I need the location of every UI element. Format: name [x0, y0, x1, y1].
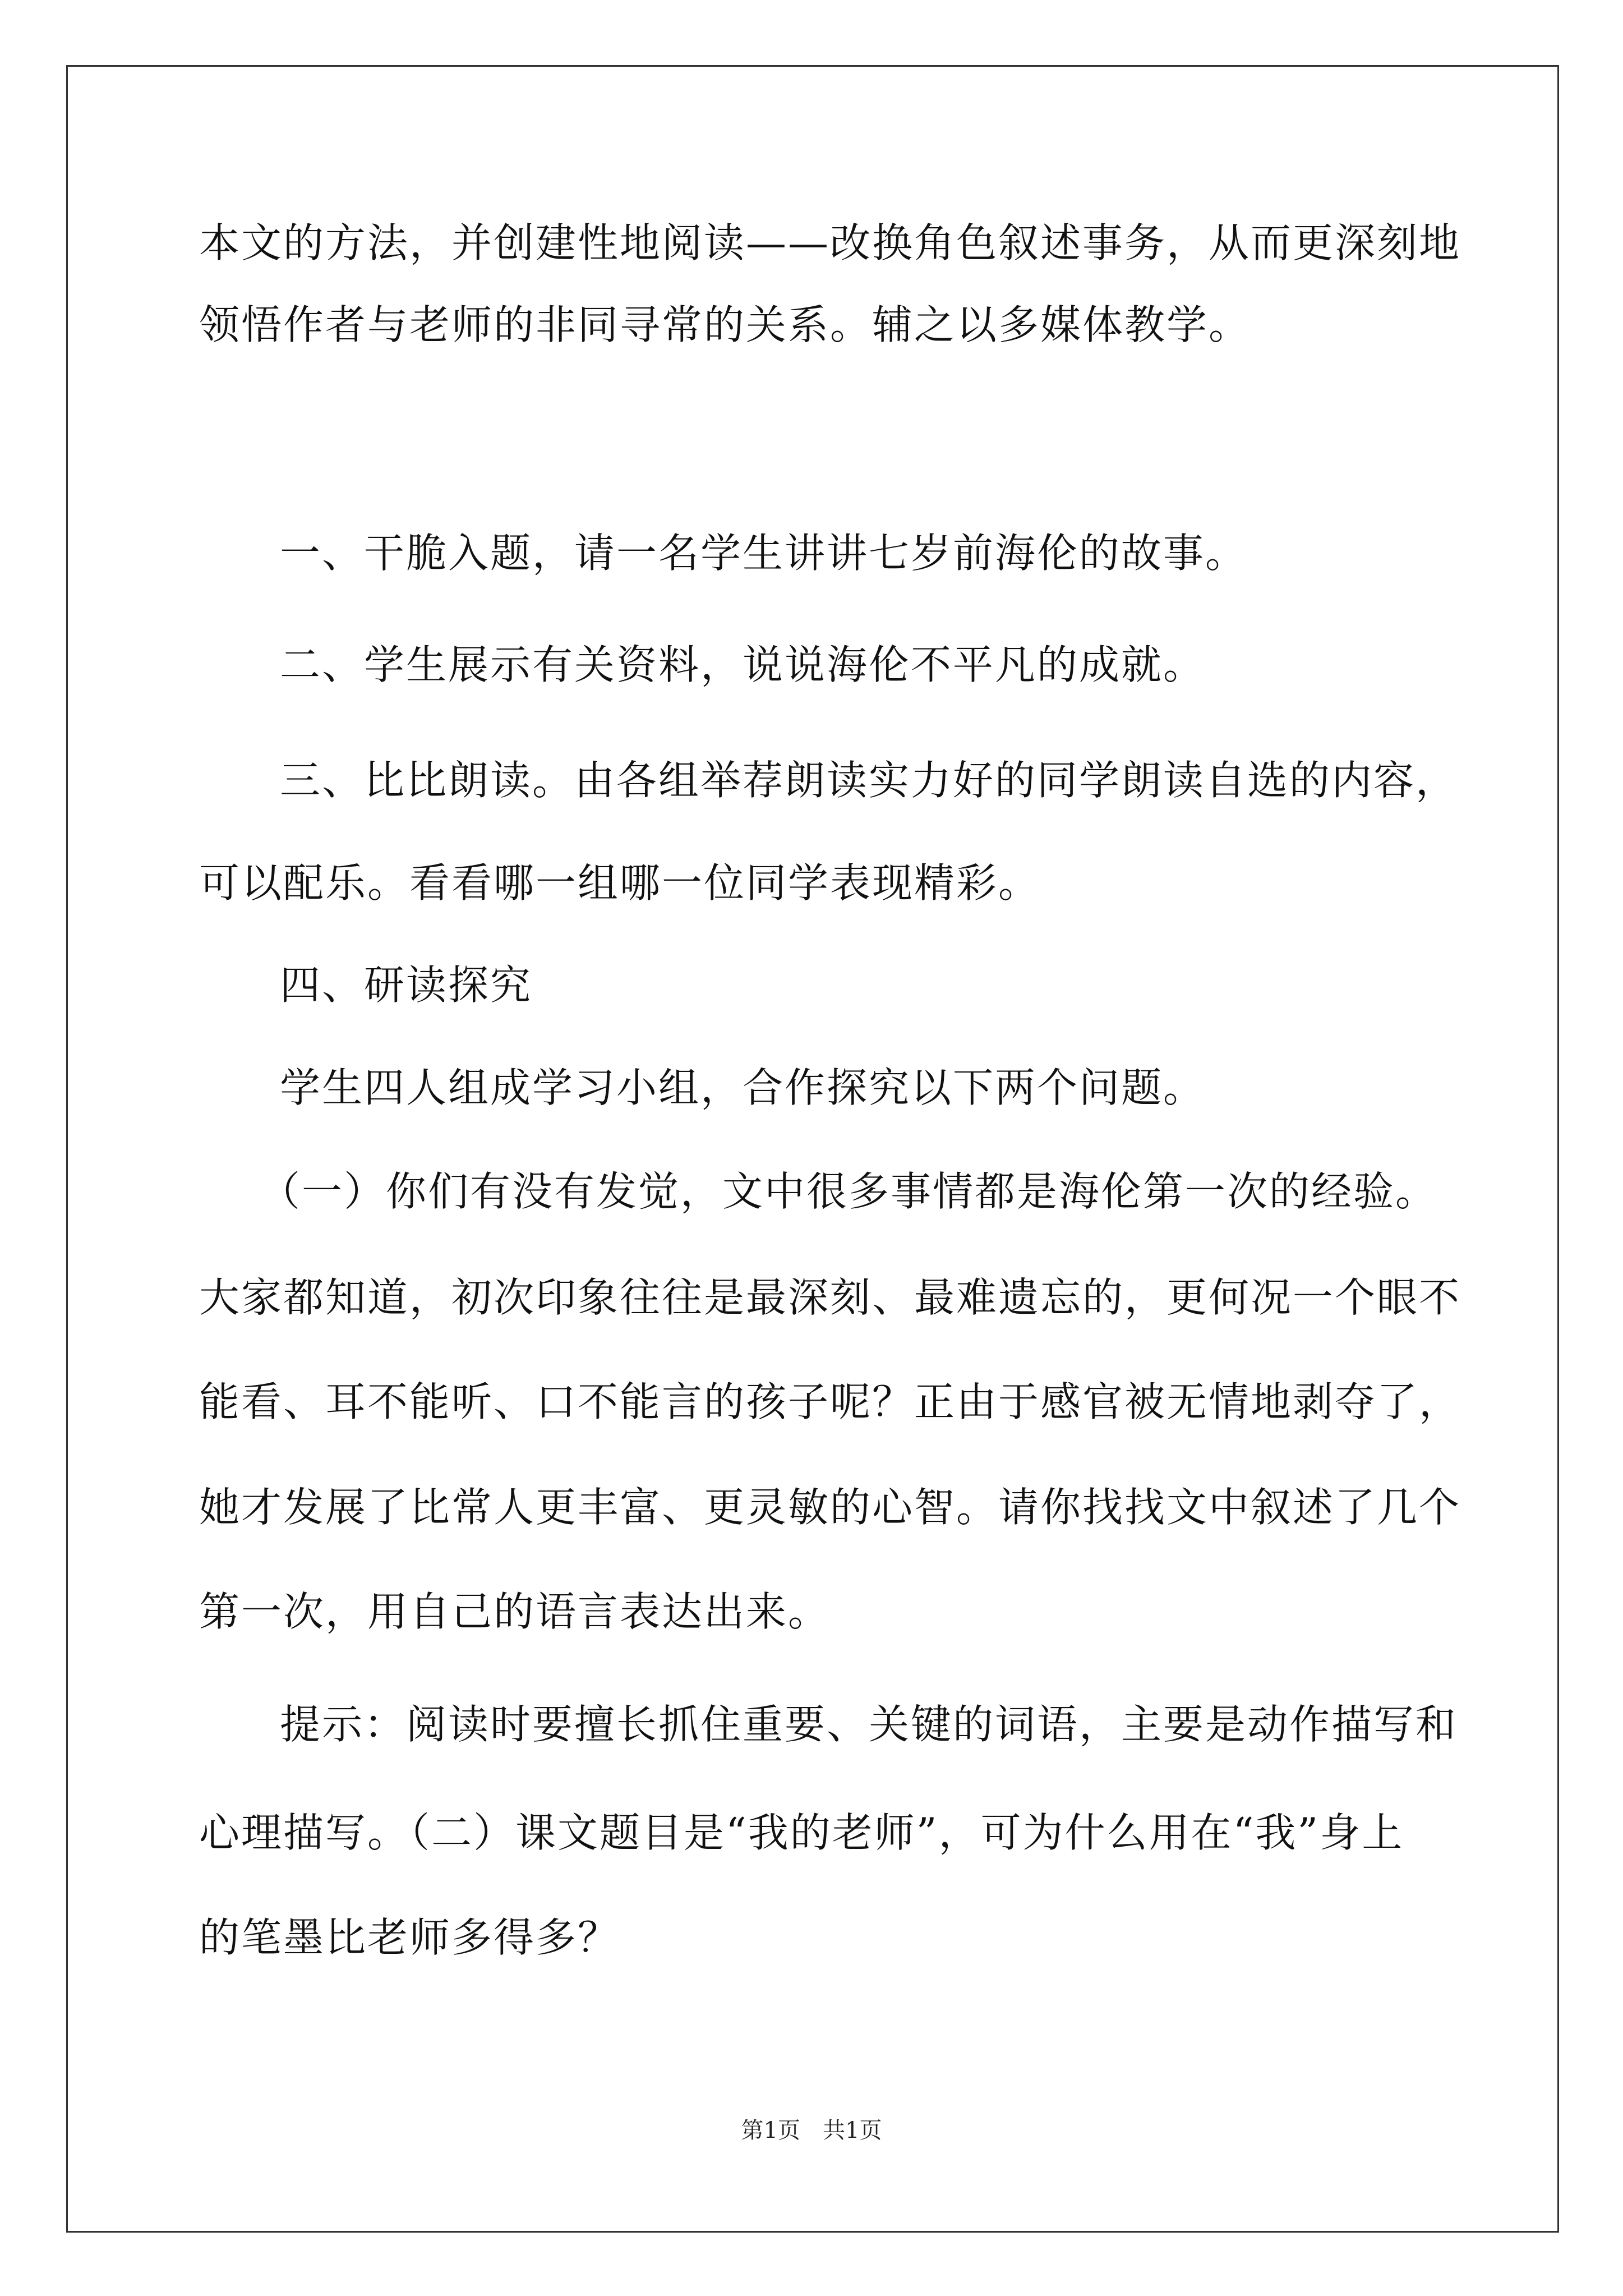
text-line: 二、学生展示有关资料，说说海伦不平凡的成就。: [280, 641, 1206, 688]
text-line: 大家都知道，初次印象往往是最深刻、最难遗忘的，更何况一个眼不: [199, 1274, 1461, 1321]
text-line: 她才发展了比常人更丰富、更灵敏的心智。请你找找文中叙述了几个: [199, 1484, 1461, 1531]
text-line: 能看、耳不能听、口不能言的孩子呢？正由于感官被无情地剥夺了，: [199, 1378, 1461, 1425]
text-line: 学生四人组成学习小组，合作探究以下两个问题。: [280, 1064, 1206, 1111]
text-line: 可以配乐。看看哪一组哪一位同学表现精彩。: [199, 859, 1041, 907]
text-line: 一、干脆入题，请一名学生讲讲七岁前海伦的故事。: [280, 530, 1248, 577]
page-border: [66, 65, 1559, 2233]
text-line: 第一次，用自己的语言表达出来。: [199, 1588, 831, 1635]
text-line: 心理描写。（二）课文题目是“我的老师”，可为什么用在“我”身上: [199, 1809, 1404, 1856]
text-line: 提示：阅读时要擅长抓住重要、关键的词语，主要是动作描写和: [280, 1701, 1458, 1748]
text-line: 的笔墨比老师多得多？: [199, 1914, 620, 1961]
text-line: 本文的方法，并创建性地阅读——改换角色叙述事务，从而更深刻地: [199, 219, 1461, 266]
page-footer: 第1页 共1页: [741, 2118, 882, 2143]
text-line: 四、研读探究: [280, 961, 533, 1009]
text-line: 领悟作者与老师的非同寻常的关系。辅之以多媒体教学。: [199, 301, 1251, 348]
text-line: 三、比比朗读。由各组举荐朗读实力好的同学朗读自选的内容，: [280, 757, 1458, 804]
text-line: （一）你们有没有发觉，文中很多事情都是海伦第一次的经验。: [260, 1168, 1438, 1215]
